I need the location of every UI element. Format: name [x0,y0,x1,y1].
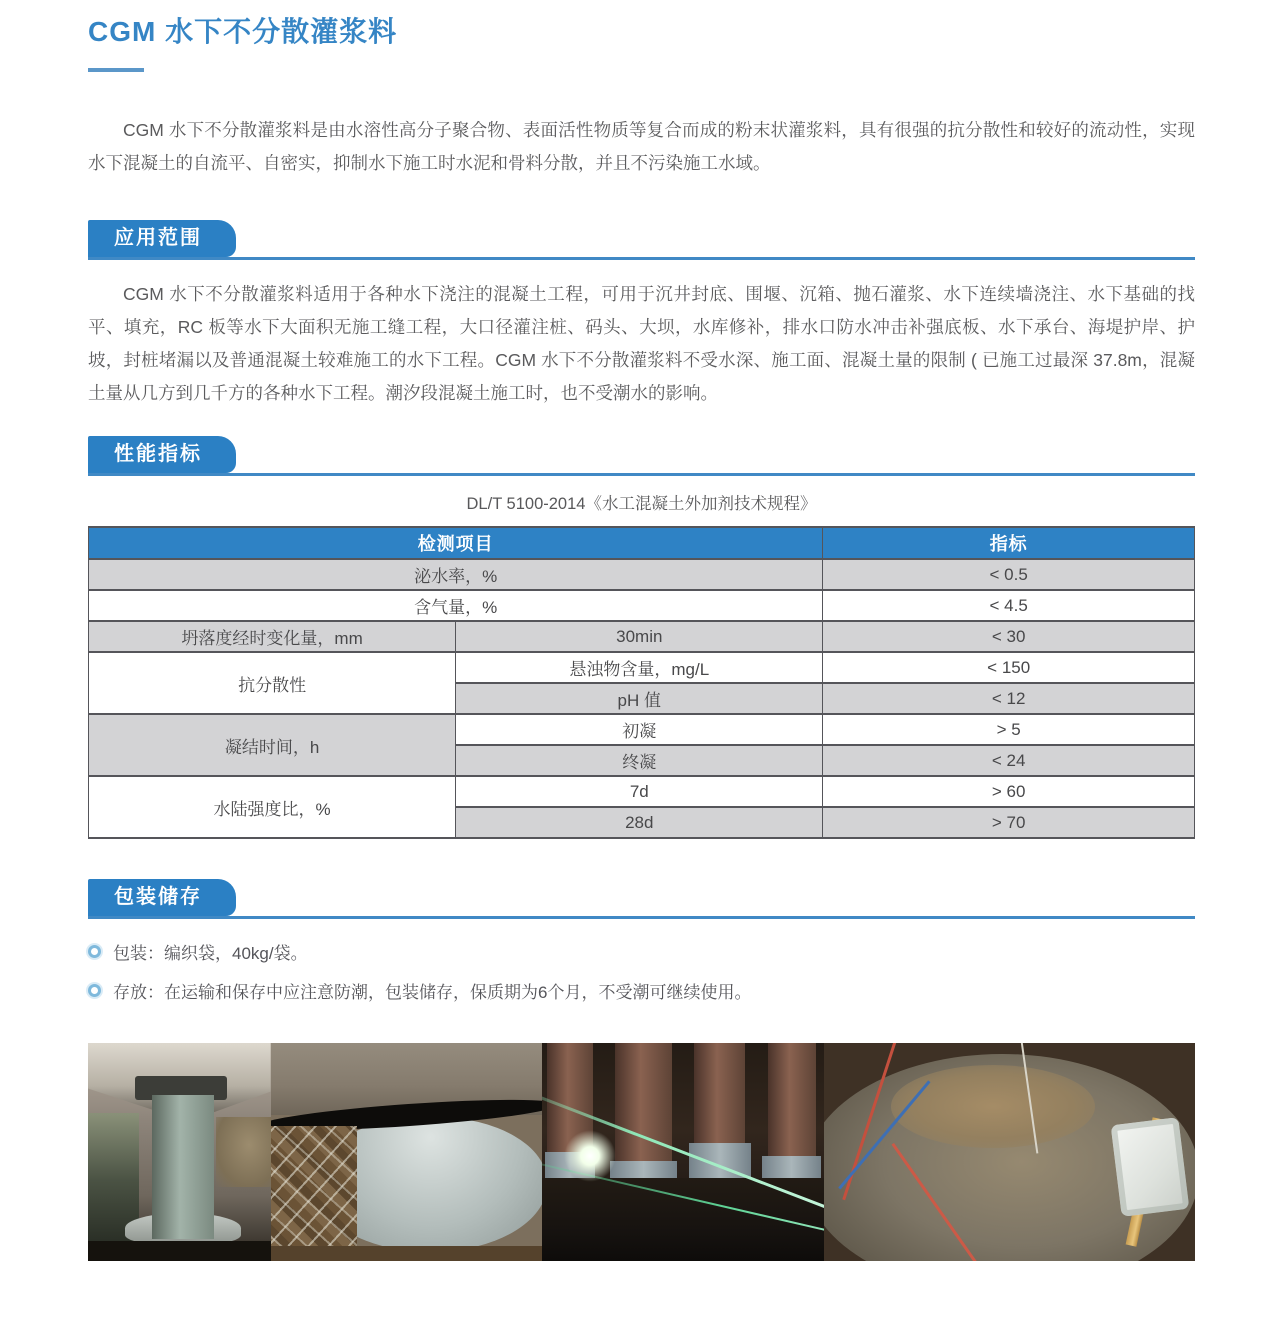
cell-value: > 5 [823,714,1195,745]
photo-caisson-pit [824,1043,1195,1261]
application-paragraph: CGM 水下不分散灌浆料适用于各种水下浇注的混凝土工程，可用于沉井封底、围堰、沉箱、抛石灌浆、水下连续墙浇注、水下基础的找平、填充，RC 板等水下大面积无施工缝工程，大口径灌注桩、码头、大坝，水库修补，排水口防水冲击补强底板、水下承台、海堤护岸、护坡，封桩堵漏以及普通混凝土较难施工的水下工程。CGM 水下不分散灌浆料不受水深、施工面、混凝土量的限制 ( 已施工过最深 37.8m，混凝土量从几方到几千方的各种水下工程。潮汐段混凝土施工时，也不受潮水的影响。 [88,284,1195,403]
bullet-text: 存放：在运输和保存中应注意防潮，包装储存，保质期为6个月，不受潮可继续使用。 [113,983,752,1002]
ring-bullet-icon [88,984,101,997]
table-row [89,621,1195,652]
table-row [89,652,1195,683]
packaging-bullet [88,939,1195,964]
cell-sub-item: 终凝 [456,745,823,776]
intro-paragraph: CGM 水下不分散灌浆料是由水溶性高分子聚合物、表面活性物质等复合而成的粉末状灌浆料，具有很强的抗分散性和较好的流动性，实现水下混凝土的自流平、自密实，抑制水下施工时水泥和骨料分散，并且不污染施工水域。 [88,120,1195,173]
cell-value: < 24 [823,745,1195,776]
rock-net-shape [271,1126,358,1261]
cell-sub-item: 悬浊物含量，mg/L [456,652,823,683]
cell-sub-item: 初凝 [456,714,823,745]
cell-sub-item: 28d [456,807,823,838]
pier-shape [694,1043,745,1156]
project-photo-strip [88,1043,1195,1261]
cell-item: 含气量，% [89,590,823,621]
pier-shape [768,1043,816,1169]
cell-value: < 0.5 [823,559,1195,590]
cell-group-item: 抗分散性 [89,652,456,714]
table-row [89,559,1195,590]
section-header-application [88,220,1195,260]
section-header-packaging [88,879,1195,919]
table-row [89,714,1195,745]
column-header-index: 指标 [823,527,1195,559]
cell-sub-item: pH 值 [456,683,823,714]
cell-value: < 12 [823,683,1195,714]
cell-value: < 4.5 [823,590,1195,621]
cell-group-item: 水陆强度比，% [89,776,456,838]
white-tray-shape [1111,1118,1190,1218]
photo-night-laser-piers [542,1043,824,1261]
title-underline-divider [88,68,144,72]
section-badge-performance: 性能指标 [88,436,236,473]
bank-shape [216,1117,271,1187]
ground-strip-shape [271,1246,542,1261]
table-row [89,590,1195,621]
ring-bullet-icon [88,945,101,958]
ground-shadow-shape [88,1241,271,1261]
document-body [88,0,1195,1261]
cell-item: 泌水率，% [89,559,823,590]
table-row [89,776,1195,807]
section-badge-application: 应用范围 [88,220,236,257]
pier-shape [615,1043,671,1174]
cell-sub-item: 7d [456,776,823,807]
section-header-performance [88,436,1195,476]
performance-table [88,526,1195,839]
pier-column-shape [152,1095,214,1239]
bullet-text: 包装：编织袋，40kg/袋。 [113,944,308,963]
cell-value: < 30 [823,621,1195,652]
table-header-row [89,527,1195,559]
storage-bullet [88,978,1195,1003]
cell-value: > 60 [823,776,1195,807]
page-title: CGM 水下不分散灌浆料 [88,16,398,47]
standard-reference-caption: DL/T 5100-2014《水工混凝土外加剂技术规程》 [466,495,817,513]
column-header-test-item: 检测项目 [89,527,823,559]
cell-item: 坍落度经时变化量，mm [89,621,456,652]
mud-patch-shape [891,1065,1095,1148]
section-badge-packaging: 包装储存 [88,879,236,916]
cell-value: < 150 [823,652,1195,683]
cell-sub-item: 30min [456,621,823,652]
photo-underwater-pier-column [88,1043,271,1261]
cell-group-item: 凝结时间，h [89,714,456,776]
photo-pier-jacket-closeup [271,1043,542,1261]
cell-value: > 70 [823,807,1195,838]
